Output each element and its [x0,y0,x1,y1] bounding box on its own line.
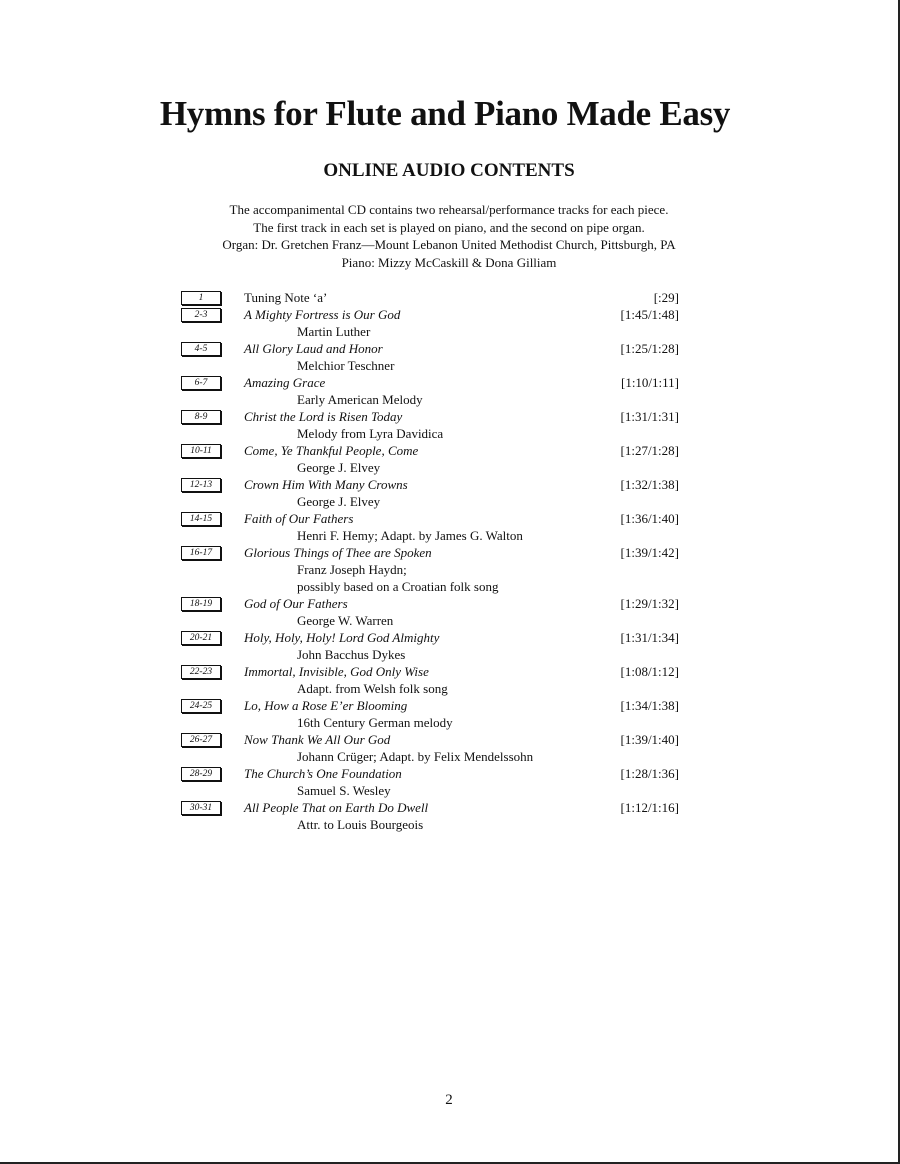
track-entry [0,663,900,697]
track-duration: [1:31/1:34] [620,630,679,645]
track-title: A Mighty Fortress is Our God [244,307,401,322]
track-composer: possibly based on a Croatian folk song [297,579,499,594]
track-entry [0,306,900,340]
track-entry [0,765,900,799]
track-row [0,442,900,459]
track-row [0,731,900,748]
track-row [0,374,900,391]
track-duration: [:29] [653,290,679,305]
track-entry [0,799,900,833]
track-entry [0,544,900,595]
track-title: Tuning Note ‘a’ [244,290,328,305]
track-number-box: 16-17 [181,546,221,560]
track-duration: [1:29/1:32] [620,596,679,611]
track-composer: Melody from Lyra Davidica [297,426,444,441]
track-duration: [1:25/1:28] [620,341,679,356]
track-duration: [1:39/1:42] [620,545,679,560]
track-duration: [1:28/1:36] [620,766,679,781]
track-duration: [1:10/1:11] [620,375,679,390]
track-entry [0,289,900,306]
track-list [0,289,900,833]
track-title: Holy, Holy, Holy! Lord God Almighty [244,630,440,645]
track-composer: Henri F. Hemy; Adapt. by James G. Walton [297,528,523,543]
track-title: Glorious Things of Thee are Spoken [244,545,432,560]
track-title: Now Thank We All Our God [244,732,391,747]
track-duration: [1:34/1:38] [620,698,679,713]
track-number-box: 1 [181,291,221,305]
page-title: Hymns for Flute and Piano Made Easy [159,94,731,133]
track-composer: George W. Warren [297,613,394,628]
track-composer: Franz Joseph Haydn; [297,562,407,577]
track-number-box: 30-31 [181,801,221,815]
track-number-box: 26-27 [181,733,221,747]
track-title: Crown Him With Many Crowns [244,477,408,492]
intro-line: The accompanimental CD contains two rehearsal/performance tracks for each piece. [229,202,669,217]
intro-paragraph [0,201,898,271]
track-row [0,765,900,782]
track-title: God of Our Fathers [244,596,348,611]
track-composer: Martin Luther [297,324,371,339]
intro-line: The first track in each set is played on piano, and the second on pipe organ. [253,219,645,235]
track-row [0,799,900,816]
track-composer: Early American Melody [297,392,423,407]
track-number-box: 12-13 [181,478,221,492]
track-row [0,510,900,527]
track-entry [0,476,900,510]
track-row [0,408,900,425]
track-number-box: 22-23 [181,665,221,679]
track-title: All Glory Laud and Honor [244,341,383,356]
track-number-box: 6-7 [181,376,221,390]
track-duration: [1:08/1:12] [620,664,679,679]
track-duration: [1:27/1:28] [620,443,679,458]
track-row [0,697,900,714]
track-composer: Samuel S. Wesley [297,783,391,798]
track-number-box: 10-11 [181,444,221,458]
track-title: Christ the Lord is Risen Today [244,409,403,424]
track-duration: [1:39/1:40] [620,732,679,747]
track-duration: [1:45/1:48] [620,307,679,322]
track-composer: Johann Crüger; Adapt. by Felix Mendelssohn [297,749,534,764]
track-composer: George J. Elvey [297,460,381,475]
intro-line: Piano: Mizzy McCaskill & Dona Gilliam [341,254,557,270]
track-row [0,306,900,323]
track-composer: John Bacchus Dykes [297,647,406,662]
track-duration: [1:31/1:31] [620,409,679,424]
track-title: The Church’s One Foundation [244,766,402,781]
track-entry [0,510,900,544]
track-entry [0,374,900,408]
track-composer: Adapt. from Welsh folk song [297,681,448,696]
track-row [0,629,900,646]
track-number-box: 18-19 [181,597,221,611]
track-entry [0,595,900,629]
track-row [0,595,900,612]
track-number-box: 28-29 [181,767,221,781]
track-title: Amazing Grace [244,375,326,390]
track-row [0,476,900,493]
track-entry [0,697,900,731]
track-duration: [1:32/1:38] [620,477,679,492]
track-title: Immortal, Invisible, God Only Wise [244,664,429,679]
track-row [0,544,900,561]
track-row [0,289,900,306]
track-row [0,663,900,680]
track-title: Come, Ye Thankful People, Come [244,443,419,458]
track-number-box: 4-5 [181,342,221,356]
track-title: Lo, How a Rose E’er Blooming [244,698,408,713]
section-heading: ONLINE AUDIO CONTENTS [323,160,575,181]
track-number-box: 8-9 [181,410,221,424]
track-entry [0,408,900,442]
track-number-box: 24-25 [181,699,221,713]
track-entry [0,442,900,476]
track-entry [0,629,900,663]
page-number: 2 [445,1092,453,1108]
track-composer: George J. Elvey [297,494,381,509]
track-number-box: 2-3 [181,308,221,322]
track-title: All People That on Earth Do Dwell [244,800,429,815]
intro-line: Organ: Dr. Gretchen Franz—Mount Lebanon United Methodist Church, Pittsburgh, PA [222,237,676,252]
track-number-box: 20-21 [181,631,221,645]
track-duration: [1:12/1:16] [620,800,679,815]
track-entry [0,731,900,765]
track-entry [0,340,900,374]
track-number-box: 14-15 [181,512,221,526]
track-row [0,340,900,357]
track-composer: Attr. to Louis Bourgeois [297,817,424,832]
track-composer: Melchior Teschner [297,358,395,373]
track-title: Faith of Our Fathers [244,511,354,526]
track-duration: [1:36/1:40] [620,511,679,526]
track-composer: 16th Century German melody [297,715,453,730]
